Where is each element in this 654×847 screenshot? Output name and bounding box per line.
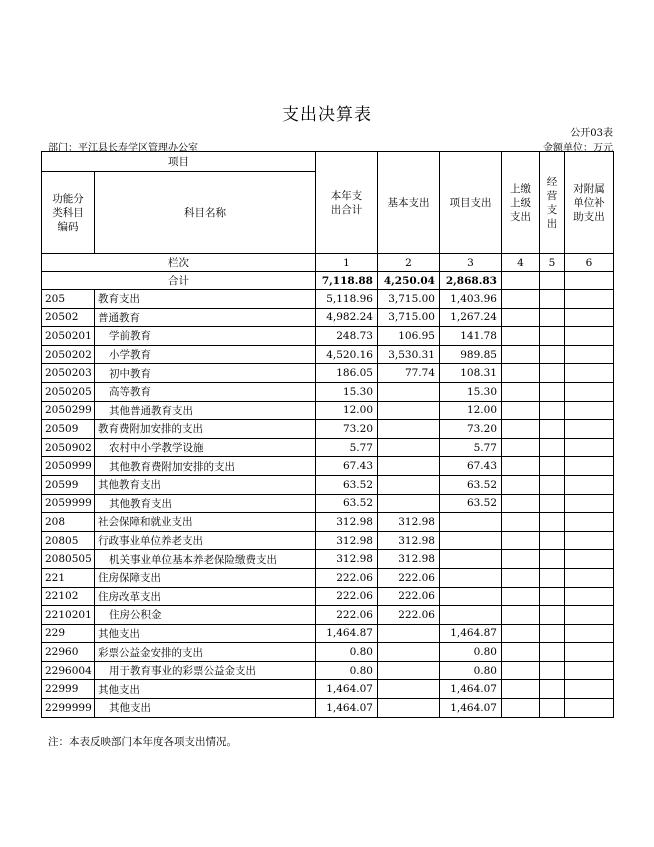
unit-label: 金额单位：万元 (543, 143, 613, 154)
row-upper (502, 531, 540, 550)
row-total: 4,520.16 (316, 345, 378, 364)
row-upper (502, 308, 540, 327)
row-business (540, 438, 565, 457)
row-name: 初中教育 (95, 364, 316, 383)
row-total: 248.73 (316, 327, 378, 346)
row-business (540, 661, 565, 680)
row-business (540, 587, 565, 606)
row-business (540, 531, 565, 550)
row-business (540, 680, 565, 699)
row-basic (378, 438, 440, 457)
row-code: 2210201 (42, 606, 95, 625)
lanci-label: 栏次 (42, 254, 316, 272)
row-total: 73.20 (316, 420, 378, 439)
row-subsidy (565, 550, 614, 569)
row-upper (502, 438, 540, 457)
row-name: 其他支出 (95, 699, 316, 718)
row-subsidy (565, 364, 614, 383)
row-code: 2050202 (42, 345, 95, 364)
row-name: 教育支出 (95, 290, 316, 309)
total-c3: 2,868.83 (440, 272, 502, 290)
page-title: 支出决算表 (282, 105, 372, 125)
row-project: 15.30 (440, 382, 502, 401)
row-name: 农村中小学教学设施 (95, 438, 316, 457)
total-c6 (565, 272, 614, 290)
row-upper (502, 661, 540, 680)
table-row (42, 661, 614, 680)
row-total: 312.98 (316, 531, 378, 550)
row-business (540, 420, 565, 439)
row-business (540, 513, 565, 532)
row-upper (502, 457, 540, 476)
row-upper (502, 643, 540, 662)
row-basic (378, 420, 440, 439)
row-project: 1,464.07 (440, 680, 502, 699)
row-project: 0.80 (440, 661, 502, 680)
row-code: 221 (42, 568, 95, 587)
row-subsidy (565, 513, 614, 532)
row-upper (502, 420, 540, 439)
table-row (42, 643, 614, 662)
table-row (42, 680, 614, 699)
lanci-5: 5 (540, 254, 565, 272)
row-subsidy (565, 661, 614, 680)
table-row (42, 531, 614, 550)
lanci-3: 3 (440, 254, 502, 272)
table-row (42, 401, 614, 420)
row-total: 1,464.07 (316, 680, 378, 699)
row-name: 其他教育支出 (95, 475, 316, 494)
row-subsidy (565, 290, 614, 309)
table-row (42, 438, 614, 457)
row-code: 2050205 (42, 382, 95, 401)
row-name: 其他支出 (95, 680, 316, 699)
row-subsidy (565, 624, 614, 643)
row-project: 5.77 (440, 438, 502, 457)
header-col-total: 本年支出合计 (316, 152, 378, 254)
row-name: 教育费附加安排的支出 (95, 420, 316, 439)
row-basic (378, 680, 440, 699)
row-basic: 312.98 (378, 531, 440, 550)
row-project: 1,403.96 (440, 290, 502, 309)
table-row (42, 475, 614, 494)
row-basic (378, 401, 440, 420)
row-project (440, 531, 502, 550)
row-business (540, 568, 565, 587)
row-project: 141.78 (440, 327, 502, 346)
row-basic: 222.06 (378, 606, 440, 625)
row-total: 222.06 (316, 606, 378, 625)
row-subsidy (565, 420, 614, 439)
header-code: 功能分类科目编码 (42, 172, 95, 254)
row-code: 22999 (42, 680, 95, 699)
row-basic (378, 494, 440, 513)
row-name: 行政事业单位养老支出 (95, 531, 316, 550)
header-name: 科目名称 (95, 172, 316, 254)
row-name: 其他教育费附加安排的支出 (95, 457, 316, 476)
row-basic (378, 624, 440, 643)
row-upper (502, 345, 540, 364)
row-code: 20502 (42, 308, 95, 327)
row-subsidy (565, 401, 614, 420)
row-project (440, 606, 502, 625)
row-project: 63.52 (440, 475, 502, 494)
table-row (42, 290, 614, 309)
row-business (540, 624, 565, 643)
row-upper (502, 475, 540, 494)
row-subsidy (565, 382, 614, 401)
table-row (42, 587, 614, 606)
row-business (540, 327, 565, 346)
row-basic: 3,530.31 (378, 345, 440, 364)
row-business (540, 550, 565, 569)
row-basic (378, 457, 440, 476)
row-name: 普通教育 (95, 308, 316, 327)
row-basic: 312.98 (378, 513, 440, 532)
row-total: 15.30 (316, 382, 378, 401)
row-code: 22960 (42, 643, 95, 662)
row-subsidy (565, 680, 614, 699)
row-subsidy (565, 643, 614, 662)
table-row (42, 513, 614, 532)
row-total: 186.05 (316, 364, 378, 383)
row-project: 989.85 (440, 345, 502, 364)
row-upper (502, 550, 540, 569)
row-basic (378, 643, 440, 662)
row-code: 20599 (42, 475, 95, 494)
lanci-6: 6 (565, 254, 614, 272)
row-subsidy (565, 345, 614, 364)
row-code: 2296004 (42, 661, 95, 680)
total-label: 合计 (42, 272, 316, 290)
row-upper (502, 680, 540, 699)
row-subsidy (565, 531, 614, 550)
lanci-1: 1 (316, 254, 378, 272)
row-name: 住房改革支出 (95, 587, 316, 606)
row-business (540, 364, 565, 383)
row-total: 5,118.96 (316, 290, 378, 309)
row-code: 2299999 (42, 699, 95, 718)
row-upper (502, 364, 540, 383)
table-row (42, 624, 614, 643)
row-project: 1,464.07 (440, 699, 502, 718)
row-basic: 3,715.00 (378, 308, 440, 327)
row-business (540, 345, 565, 364)
row-business (540, 401, 565, 420)
row-code: 2080505 (42, 550, 95, 569)
row-business (540, 290, 565, 309)
row-basic: 312.98 (378, 550, 440, 569)
total-c4 (502, 272, 540, 290)
row-subsidy (565, 438, 614, 457)
row-total: 63.52 (316, 475, 378, 494)
row-upper (502, 587, 540, 606)
row-name: 机关事业单位基本养老保险缴费支出 (95, 550, 316, 569)
row-basic (378, 475, 440, 494)
row-code: 2059999 (42, 494, 95, 513)
row-basic (378, 382, 440, 401)
row-total: 5.77 (316, 438, 378, 457)
row-total: 1,464.07 (316, 699, 378, 718)
table-row (42, 345, 614, 364)
row-upper (502, 624, 540, 643)
row-code: 22102 (42, 587, 95, 606)
row-subsidy (565, 327, 614, 346)
row-business (540, 382, 565, 401)
row-basic: 222.06 (378, 568, 440, 587)
row-code: 2050999 (42, 457, 95, 476)
row-name: 其他普通教育支出 (95, 401, 316, 420)
row-project: 108.31 (440, 364, 502, 383)
header-col-upper: 上缴上级支出 (502, 152, 540, 254)
row-upper (502, 327, 540, 346)
row-code: 20805 (42, 531, 95, 550)
lanci-4: 4 (502, 254, 540, 272)
row-basic: 77.74 (378, 364, 440, 383)
row-subsidy (565, 606, 614, 625)
header-col-business: 经营支出 (540, 152, 565, 254)
row-business (540, 308, 565, 327)
total-c2: 4,250.04 (378, 272, 440, 290)
row-project: 63.52 (440, 494, 502, 513)
table-row (42, 327, 614, 346)
row-total: 312.98 (316, 550, 378, 569)
row-business (540, 475, 565, 494)
total-c5 (540, 272, 565, 290)
table-row (42, 568, 614, 587)
table-row (42, 606, 614, 625)
row-code: 208 (42, 513, 95, 532)
row-project (440, 568, 502, 587)
row-subsidy (565, 457, 614, 476)
row-total: 1,464.87 (316, 624, 378, 643)
row-subsidy (565, 587, 614, 606)
row-name: 用于教育事业的彩票公益金支出 (95, 661, 316, 680)
row-total: 0.80 (316, 661, 378, 680)
table-row (42, 382, 614, 401)
row-total: 63.52 (316, 494, 378, 513)
header-col-project: 项目支出 (440, 152, 502, 254)
row-total: 0.80 (316, 643, 378, 662)
row-project: 0.80 (440, 643, 502, 662)
row-name: 住房公积金 (95, 606, 316, 625)
header-col-basic: 基本支出 (378, 152, 440, 254)
table-row (42, 457, 614, 476)
row-upper (502, 382, 540, 401)
row-upper (502, 290, 540, 309)
header-col-subsidy: 对附属单位补助支出 (565, 152, 614, 254)
row-name: 学前教育 (95, 327, 316, 346)
row-total: 312.98 (316, 513, 378, 532)
table-row (42, 699, 614, 718)
row-project: 67.43 (440, 457, 502, 476)
table-row (42, 550, 614, 569)
row-subsidy (565, 308, 614, 327)
row-basic (378, 661, 440, 680)
row-total: 67.43 (316, 457, 378, 476)
header-item: 项目 (42, 152, 316, 172)
row-upper (502, 401, 540, 420)
row-project (440, 513, 502, 532)
row-business (540, 699, 565, 718)
row-name: 住房保障支出 (95, 568, 316, 587)
row-name: 其他支出 (95, 624, 316, 643)
row-name: 社会保障和就业支出 (95, 513, 316, 532)
row-code: 205 (42, 290, 95, 309)
row-name: 小学教育 (95, 345, 316, 364)
row-upper (502, 568, 540, 587)
row-project: 73.20 (440, 420, 502, 439)
row-code: 20509 (42, 420, 95, 439)
row-name: 高等教育 (95, 382, 316, 401)
row-total: 222.06 (316, 568, 378, 587)
department-label: 部门：平江县长寿学区管理办公室 (48, 143, 198, 154)
table-row (42, 364, 614, 383)
table-row (42, 420, 614, 439)
row-upper (502, 494, 540, 513)
row-project: 1,267.24 (440, 308, 502, 327)
row-subsidy (565, 494, 614, 513)
row-project: 1,464.87 (440, 624, 502, 643)
row-basic: 3,715.00 (378, 290, 440, 309)
form-number: 公开03表 (570, 128, 613, 139)
row-business (540, 494, 565, 513)
row-total: 12.00 (316, 401, 378, 420)
row-code: 2050203 (42, 364, 95, 383)
expenditure-table (41, 151, 614, 718)
row-subsidy (565, 475, 614, 494)
row-subsidy (565, 568, 614, 587)
row-code: 229 (42, 624, 95, 643)
table-row (42, 308, 614, 327)
row-subsidy (565, 699, 614, 718)
row-name: 彩票公益金安排的支出 (95, 643, 316, 662)
lanci-2: 2 (378, 254, 440, 272)
row-total: 4,982.24 (316, 308, 378, 327)
footnote: 注：本表反映部门本年度各项支出情况。 (48, 736, 237, 748)
row-project (440, 550, 502, 569)
row-basic: 222.06 (378, 587, 440, 606)
row-upper (502, 699, 540, 718)
total-c1: 7,118.88 (316, 272, 378, 290)
row-project (440, 587, 502, 606)
row-upper (502, 606, 540, 625)
row-code: 2050299 (42, 401, 95, 420)
row-code: 2050902 (42, 438, 95, 457)
row-code: 2050201 (42, 327, 95, 346)
table-row (42, 494, 614, 513)
row-total: 222.06 (316, 587, 378, 606)
row-name: 其他教育支出 (95, 494, 316, 513)
row-basic: 106.95 (378, 327, 440, 346)
row-upper (502, 513, 540, 532)
row-business (540, 457, 565, 476)
row-business (540, 606, 565, 625)
row-project: 12.00 (440, 401, 502, 420)
row-business (540, 643, 565, 662)
row-basic (378, 699, 440, 718)
